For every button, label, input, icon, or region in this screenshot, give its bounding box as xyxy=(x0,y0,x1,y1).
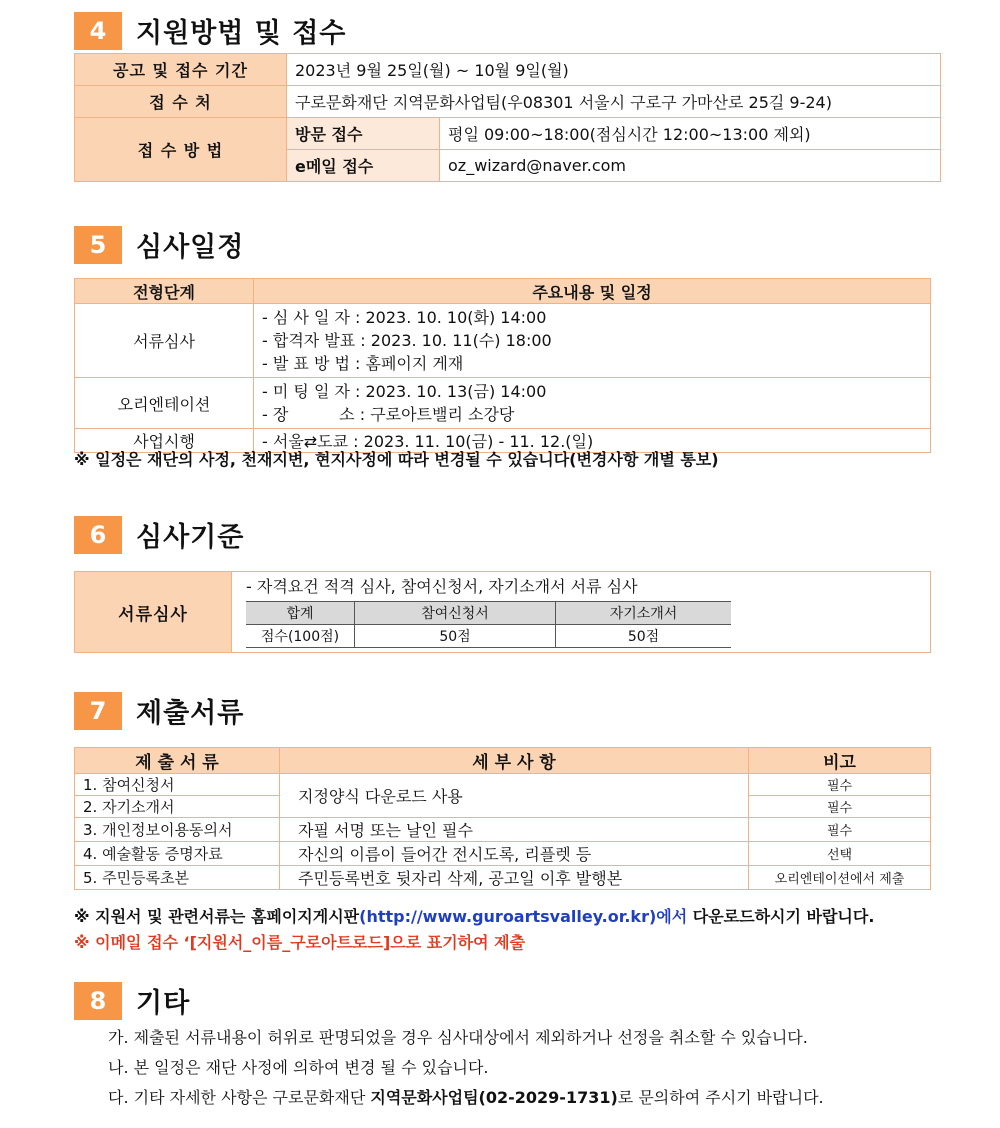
schedule-line: - 심 사 일 자 : 2023. 10. 10(화) 14:00 xyxy=(262,308,547,327)
criteria-label: 서류심사 xyxy=(75,572,232,653)
application-method-table xyxy=(74,53,941,182)
stage-cell: 사업시행 xyxy=(75,429,254,453)
section-number: 8 xyxy=(74,982,122,1020)
col-documents: 제 출 서 류 xyxy=(75,748,280,774)
table-row xyxy=(75,378,931,429)
doc-cell: 2. 자기소개서 xyxy=(75,796,280,818)
schedule-line: - 미 팅 일 자 : 2023. 10. 13(금) 14:00 xyxy=(262,382,547,401)
section-number: 4 xyxy=(74,12,122,50)
section-7-heading xyxy=(74,691,244,730)
score-header: 합계 xyxy=(246,602,355,625)
table-row xyxy=(75,866,931,890)
section-title: 기타 xyxy=(136,988,191,1019)
section-number: 5 xyxy=(74,226,122,264)
homepage-link[interactable]: (http://www.guroartsvalley.or.kr)에서 xyxy=(359,907,688,926)
period-label: 공고 및 접수 기간 xyxy=(75,54,287,86)
note-text: ※ 지원서 및 관련서류는 홈페이지게시판 xyxy=(74,907,360,926)
section-number: 7 xyxy=(74,692,122,730)
criteria-table xyxy=(74,571,931,653)
col-details: 세 부 사 항 xyxy=(280,748,749,774)
col-stage: 전형단계 xyxy=(75,279,254,304)
section-6-heading xyxy=(74,515,244,554)
stage-cell: 오리엔테이션 xyxy=(75,378,254,429)
score-header: 자기소개서 xyxy=(556,602,732,625)
documents-table xyxy=(74,747,931,890)
section-title: 심사기준 xyxy=(136,522,245,553)
section-number: 6 xyxy=(74,516,122,554)
schedule-table xyxy=(74,278,931,453)
download-note xyxy=(74,904,874,927)
section-4-heading xyxy=(74,11,346,50)
list-text: 로 문의하여 주시기 바랍니다. xyxy=(617,1088,824,1107)
list-item: 가. 제출된 서류내용이 허위로 판명되었을 경우 심사대상에서 제외하거나 선정을 취소할 수 있습니다. xyxy=(108,1028,808,1047)
detail-cell: 자필 서명 또는 날인 필수 xyxy=(280,818,749,842)
schedule-note: ※ 일정은 재단의 사정, 천재지변, 현지사정에 따라 변경될 수 있습니다(변경사항 개별 통보) xyxy=(74,450,719,469)
table-row xyxy=(75,304,931,378)
table-row xyxy=(75,842,931,866)
score-header: 참여신청서 xyxy=(355,602,556,625)
section-title: 제출서류 xyxy=(136,698,245,729)
period-value: 2023년 9월 25일(월) ~ 10월 9일(월) xyxy=(287,54,941,86)
section-8-heading xyxy=(74,981,190,1020)
note-cell: 필수 xyxy=(749,774,931,796)
col-content: 주요내용 및 일정 xyxy=(254,279,931,304)
section-title: 지원방법 및 접수 xyxy=(136,18,347,49)
visit-label: 방문 접수 xyxy=(287,118,440,150)
place-label: 접 수 처 xyxy=(75,86,287,118)
detail-cell: 지정양식 다운로드 사용 xyxy=(280,774,749,818)
col-note: 비고 xyxy=(749,748,931,774)
email-label: e메일 접수 xyxy=(287,150,440,182)
doc-cell: 4. 예술활동 증명자료 xyxy=(75,842,280,866)
list-text: 다. 기타 자세한 사항은 구로문화재단 xyxy=(108,1088,371,1107)
score-value: 50점 xyxy=(556,625,732,648)
schedule-line: - 합격자 발표 : 2023. 10. 11(수) 18:00 xyxy=(262,331,552,350)
section-title: 심사일정 xyxy=(136,232,245,263)
list-item: 나. 본 일정은 재단 사정에 의하여 변경 될 수 있습니다. xyxy=(108,1058,489,1077)
list-item xyxy=(108,1083,824,1113)
detail-cell: 주민등록번호 뒷자리 삭제, 공고일 이후 발행본 xyxy=(280,866,749,890)
section-5-heading xyxy=(74,225,244,264)
place-value: 구로문화재단 지역문화사업팀(우08301 서울시 구로구 가마산로 25길 9-24) xyxy=(287,86,941,118)
stage-cell: 서류심사 xyxy=(75,304,254,378)
table-row xyxy=(75,774,931,796)
note-cell: 선택 xyxy=(749,842,931,866)
note-cell: 필수 xyxy=(749,818,931,842)
note-cell: 오리엔테이션에서 제출 xyxy=(749,866,931,890)
etc-list xyxy=(108,1023,824,1113)
doc-cell: 3. 개인정보이용동의서 xyxy=(75,818,280,842)
schedule-line: - 서울⇄도쿄 : 2023. 11. 10(금) - 11. 12.(일) xyxy=(254,429,931,453)
method-label: 접 수 방 법 xyxy=(75,118,287,182)
contact-text: 지역문화사업팀(02-2029-1731) xyxy=(370,1088,618,1107)
note-cell: 필수 xyxy=(749,796,931,818)
score-value: 50점 xyxy=(355,625,556,648)
email-note: ※ 이메일 접수 ‘[지원서_이름_구로아트로드]으로 표기하여 제출 xyxy=(74,933,526,952)
detail-cell: 자신의 이름이 들어간 전시도록, 리플렛 등 xyxy=(280,842,749,866)
visit-value: 평일 09:00~18:00(점심시간 12:00~13:00 제외) xyxy=(440,118,941,150)
email-value[interactable]: oz_wizard@naver.com xyxy=(440,150,941,182)
table-row xyxy=(75,818,931,842)
doc-cell: 5. 주민등록초본 xyxy=(75,866,280,890)
note-text: 다운로드하시기 바랍니다. xyxy=(687,907,875,926)
schedule-line: - 발 표 방 법 : 홈페이지 게재 xyxy=(262,354,464,373)
score-table xyxy=(246,601,731,648)
doc-cell: 1. 참여신청서 xyxy=(75,774,280,796)
schedule-line: - 장 소 : 구로아트밸리 소강당 xyxy=(262,405,515,424)
score-value: 점수(100점) xyxy=(246,625,355,648)
criteria-desc: - 자격요건 적격 심사, 참여신청서, 자기소개서 서류 심사 xyxy=(246,577,638,596)
